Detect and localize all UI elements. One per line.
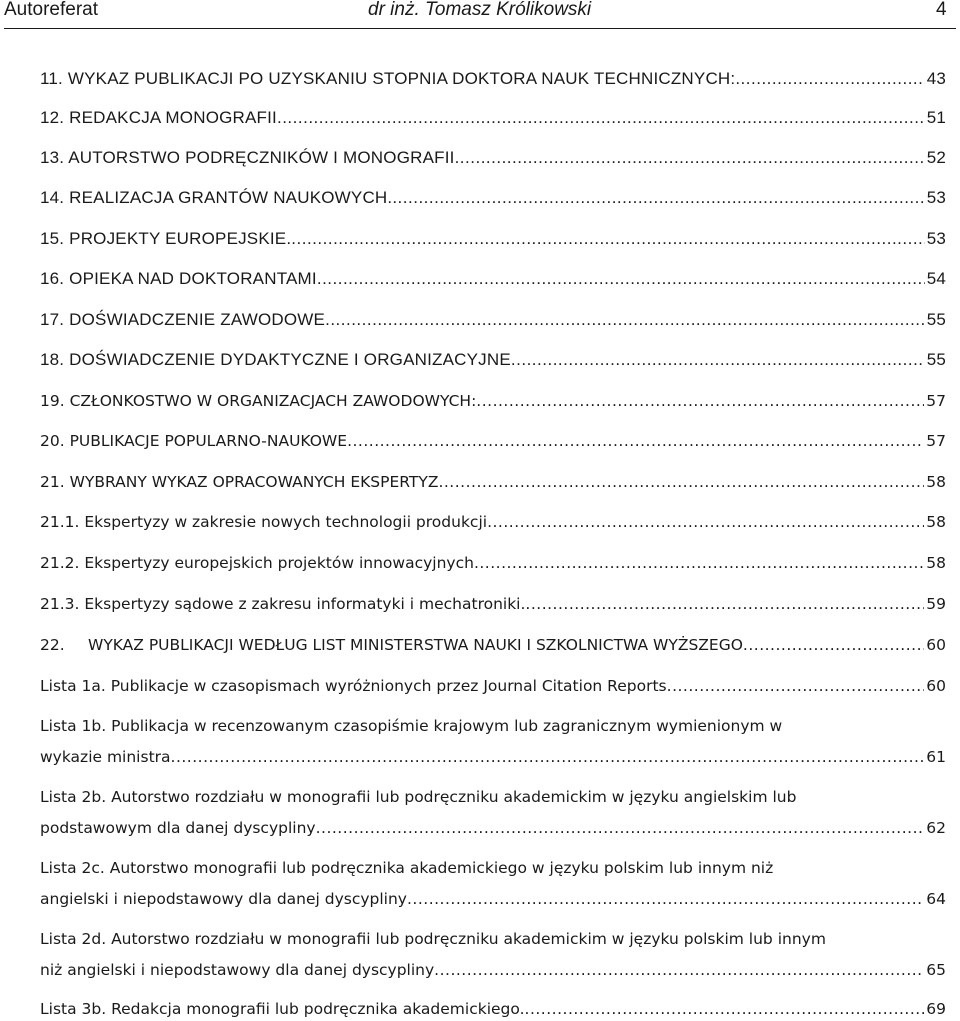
toc-entry-18[interactable]: [40, 349, 946, 371]
header-page-number: 4: [936, 0, 947, 20]
toc-entry-21-3[interactable]: [40, 593, 946, 615]
dot-leader: [667, 675, 925, 697]
toc-entry-page: 62: [926, 819, 946, 837]
toc-entry-page: 58: [926, 473, 946, 491]
toc-entry-title: 19. CZŁONKOSTWO W ORGANIZACJACH ZAWODOWYCH:: [40, 392, 477, 410]
toc-entry-19[interactable]: [40, 390, 946, 412]
dot-leader: [455, 147, 925, 169]
dot-leader: [511, 349, 925, 371]
dot-leader: [474, 552, 924, 574]
toc-entry-page: 65: [926, 961, 946, 979]
dot-leader: [487, 511, 924, 533]
toc-entry-16[interactable]: [40, 268, 946, 290]
toc-entry-21[interactable]: [40, 471, 946, 493]
toc-entry-page: 64: [926, 890, 946, 908]
dot-leader: [735, 68, 924, 90]
toc-entry-15[interactable]: [40, 228, 946, 250]
header-rule: [4, 28, 956, 29]
toc-entry-page: 54: [926, 269, 946, 288]
toc-entry-title: 14. REALIZACJA GRANTÓW NAUKOWYCH.: [40, 188, 393, 207]
toc-entry-page: 55: [926, 350, 946, 369]
toc-entry-title: podstawowym dla danej dyscypliny: [40, 819, 316, 837]
toc-entry-title: angielski i niepodstawowy dla danej dyscypliny: [40, 890, 407, 908]
toc-entry-title: Lista 3b. Redakcja monografii lub podręcznika akademickiego.: [40, 1000, 525, 1018]
toc-entry-title: 12. REDAKCJA MONOGRAFII: [40, 108, 277, 127]
dot-leader: [325, 309, 925, 331]
page-header: [0, 0, 960, 30]
dot-leader: [392, 187, 924, 209]
toc-entry-page: 57: [926, 392, 946, 410]
toc-entry-title: 18. DOŚWIADCZENIE DYDAKTYCZNE I ORGANIZACYJNE: [40, 350, 511, 369]
dot-leader: [743, 634, 924, 656]
toc-entry-page: 60: [926, 677, 946, 695]
dot-leader: [171, 746, 925, 768]
dot-leader: [316, 817, 925, 839]
toc-entry-title: 21.3. Ekspertyzy sądowe z zakresu informatyki i mechatroniki.: [40, 595, 526, 613]
dot-leader: [347, 430, 924, 452]
toc-entry-title: 17. DOŚWIADCZENIE ZAWODOWE: [40, 310, 326, 329]
toc-entry-21-2[interactable]: [40, 552, 946, 574]
toc-entry-list-1b-line1[interactable]: Lista 1b. Publikacja w recenzowanym czasopiśmie krajowym lub zagranicznym wymienionym w: [40, 717, 783, 735]
toc-entry-list-2d-line1[interactable]: Lista 2d. Autorstwo rozdziału w monografii lub podręczniku akademickim w języku polskim lub innym: [40, 930, 826, 948]
toc-entry-number: 22.: [40, 636, 65, 654]
toc-entry-title: Lista 1a. Publikacje w czasopismach wyróżnionych przez Journal Citation Reports: [40, 677, 667, 695]
toc-entry-title: wykazie ministra: [40, 748, 171, 766]
header-author: dr inż. Tomasz Królikowski: [368, 0, 592, 20]
toc-entry-20[interactable]: [40, 430, 946, 452]
dot-leader: [317, 268, 925, 290]
toc-entry-title: 20. PUBLIKACJE POPULARNO-NAUKOWE: [40, 432, 348, 450]
dot-leader: [434, 959, 924, 981]
toc-entry-12[interactable]: [40, 107, 946, 129]
toc-entry-page: 51: [926, 108, 946, 127]
toc-entry-title: WYKAZ PUBLIKACJI WEDŁUG LIST MINISTERSTWA NAUKI I SZKOLNICTWA WYŻSZEGO: [88, 636, 743, 654]
toc-entry-13[interactable]: [40, 147, 946, 169]
toc-entry-page: 52: [926, 148, 946, 167]
dot-leader: [407, 888, 924, 910]
dot-leader: [525, 593, 924, 615]
toc-entry-17[interactable]: [40, 309, 946, 331]
toc-entry-page: 55: [926, 310, 946, 329]
toc-entry-14[interactable]: [40, 187, 946, 209]
toc-entry-list-2c[interactable]: [40, 888, 946, 910]
toc-entry-list-1b[interactable]: [40, 746, 946, 768]
toc-entry-title: 21.1. Ekspertyzy w zakresie nowych technologii produkcji: [40, 513, 488, 531]
dot-leader: [525, 998, 925, 1020]
toc-entry-page: 58: [926, 513, 946, 531]
toc-entry-title: 15. PROJEKTY EUROPEJSKIE.: [40, 229, 292, 248]
toc-entry-21-1[interactable]: [40, 511, 946, 533]
toc-entry-page: 53: [926, 229, 946, 248]
header-document-type: Autoreferat: [4, 0, 98, 20]
toc-entry-page: 69: [926, 1000, 946, 1018]
toc-entry-page: 58: [926, 554, 946, 572]
toc-entry-list-2c-line1[interactable]: Lista 2c. Autorstwo monografii lub podręcznika akademickiego w języku polskim lub innym niż: [40, 859, 774, 877]
toc-entry-list-2d[interactable]: [40, 959, 946, 981]
toc-entry-title: 13. AUTORSTWO PODRĘCZNIKÓW I MONOGRAFII: [40, 148, 455, 167]
toc-entry-title: 16. OPIEKA NAD DOKTORANTAMI: [40, 269, 317, 288]
toc-entry-page: 61: [926, 748, 946, 766]
toc-entry-page: 43: [926, 69, 946, 88]
toc-entry-page: 57: [926, 432, 946, 450]
toc-entry-title: 21.2. Ekspertyzy europejskich projektów innowacyjnych: [40, 554, 474, 572]
toc-entry-title: niż angielski i niepodstawowy dla danej dyscypliny: [40, 961, 435, 979]
toc-entry-page: 59: [926, 595, 946, 613]
toc-entry-list-2b-line1[interactable]: Lista 2b. Autorstwo rozdziału w monografii lub podręczniku akademickim w języku angielskim lub: [40, 788, 797, 806]
toc-entry-22[interactable]: [40, 634, 946, 656]
toc-entry-list-3b[interactable]: [40, 998, 946, 1020]
toc-entry-list-1a[interactable]: [40, 675, 946, 697]
toc-entry-list-2b[interactable]: [40, 817, 946, 839]
dot-leader: [291, 228, 924, 250]
dot-leader: [438, 471, 924, 493]
toc-entry-11[interactable]: [40, 68, 946, 90]
dot-leader: [277, 107, 925, 129]
toc-entry-page: 53: [926, 188, 946, 207]
toc-entry-title: 11. WYKAZ PUBLIKACJI PO UZYSKANIU STOPNIA DOKTORA NAUK TECHNICZNYCH:: [40, 69, 736, 88]
toc-entry-title: 21. WYBRANY WYKAZ OPRACOWANYCH EKSPERTYZ: [40, 473, 439, 491]
toc-entry-page: 60: [926, 636, 946, 654]
dot-leader: [476, 390, 924, 412]
